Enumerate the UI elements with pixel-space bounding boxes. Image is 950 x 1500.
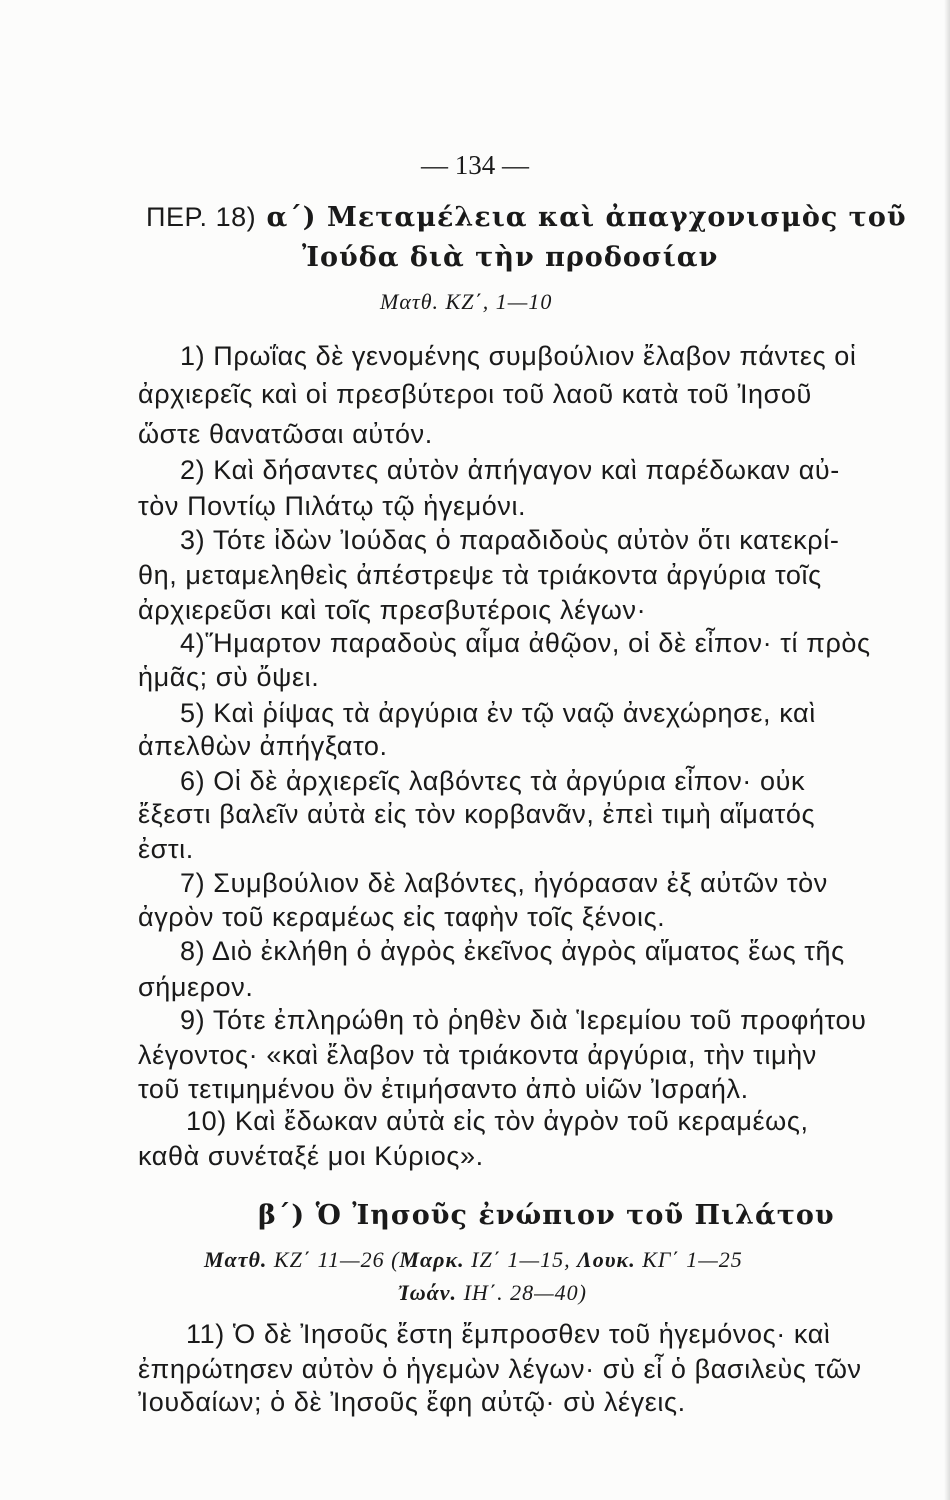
section-a-title: α΄) Μεταμέλεια καὶ ἀπαγχονισμὸς τοῦ [266,202,907,233]
text-line: 2) Καὶ δήσαντες αὐτὸν ἀπήγαγον καὶ παρέδωκαν αὐ- [180,455,840,485]
text-line: 3) Τότε ἰδὼν Ἰούδας ὁ παραδιδοὺς αὐτὸν ὅτι κατεκρί- [180,525,840,555]
text-line: 11) Ὁ δὲ Ἰησοῦς ἔστη ἔμπροσθεν τοῦ ἡγεμόνος· καὶ [186,1319,831,1349]
ref-text: ΙΗ΄. 28—40) [457,1280,587,1305]
text-line: ἀπελθὼν ἀπήγξατο. [138,731,388,761]
text-line: τοῦ τετιμημένου ὃν ἐτιμήσαντο ἀπὸ υἱῶν Ἰσραήλ. [138,1074,749,1104]
text-line: 6) Οἱ δὲ ἀρχιερεῖς λαβόντες τὰ ἀργύρια εἶπον· οὐκ [180,766,806,796]
text-line: Ἰουδαίων; ὁ δὲ Ἰησοῦς ἔφη αὐτῷ· σὺ λέγεις. [138,1387,686,1417]
section-b-reference-line2 [398,1280,587,1306]
ref-text: ΚΖ΄ 11—26 ( [273,1247,400,1272]
section-a-title-line1 [146,202,907,233]
text-line: 7) Συμβούλιον δὲ λαβόντες, ἠγόρασαν ἐξ αὐτῶν τὸν [180,868,828,898]
page-number: — 134 — [421,150,529,180]
text-line: 1) Πρωΐας δὲ γενομένης συμβούλιον ἔλαβον πάντες οἱ [180,341,857,371]
page-edge-shadow [944,0,950,1500]
ref-book-matthew: Ματθ. [204,1247,274,1272]
text-line: ἀγρὸν τοῦ κεραμέως εἰς ταφὴν τοῖς ξένοις. [138,902,666,932]
section-a-title-line2: Ἰούδα διὰ τὴν προδοσίαν [302,242,719,273]
text-line: λέγοντος· «καὶ ἔλαβον τὰ τριάκοντα ἀργύρια, τὴν τιμὴν [138,1040,817,1070]
text-line: 4)Ἥμαρτον παραδοὺς αἷμα ἀθῷον, οἱ δὲ εἶπον· τί πρὸς [180,628,871,658]
text-line: θη, μεταμεληθεὶς ἀπέστρεψε τὰ τριάκοντα ἀργύρια τοῖς [138,560,822,590]
text-line: ἀρχιερεῦσι καὶ τοῖς πρεσβυτέροις λέγων· [138,595,647,625]
ref-book-mark: Μαρκ. [399,1247,465,1272]
text-line: 5) Καὶ ῥίψας τὰ ἀργύρια ἐν τῷ ναῷ ἀνεχώρησε, καὶ [180,698,816,728]
text-line: 10) Καὶ ἔδωκαν αὐτὰ εἰς τὸν ἀγρὸν τοῦ κεραμέως, [186,1106,809,1136]
ref-book-john: Ἰωάν. [398,1280,458,1305]
text-line: ἐστι. [138,834,194,864]
text-line: τὸν Ποντίῳ Πιλάτῳ τῷ ἡγεμόνι. [138,491,527,521]
text-line: καθὰ συνέταξέ μοι Κύριος». [138,1141,484,1171]
text-line: ἐπηρώτησεν αὐτὸν ὁ ἡγεμὼν λέγων· σὺ εἶ ὁ βασιλεὺς τῶν [138,1354,862,1384]
ref-text: ΙΖ΄ 1—15, [464,1247,578,1272]
text-line: σήμερον. [138,972,254,1002]
text-line: ἡμᾶς; σὺ ὄψει. [138,662,320,692]
text-line: ἀρχιερεῖς καὶ οἱ πρεσβύτεροι τοῦ λαοῦ κατὰ τοῦ Ἰησοῦ [138,379,812,409]
section-a-reference: Ματθ. ΚΖ΄, 1—10 [380,289,553,314]
section-b-reference-line1 [204,1247,743,1273]
chapter-label: ΠΕΡ. 18) [146,202,257,232]
section-b-title: β΄) Ὁ Ἰησοῦς ἐνώπιον τοῦ Πιλάτου [258,1200,835,1231]
text-line: ὥστε θανατῶσαι αὐτόν. [138,419,433,449]
text-line: 8) Διὸ ἐκλήθη ὁ ἀγρὸς ἐκεῖνος ἀγρὸς αἵματος ἕως τῆς [180,936,845,966]
text-line: ἔξεστι βαλεῖν αὐτὰ εἰς τὸν κορβανᾶν, ἐπεὶ τιμὴ αἵματός [138,799,816,829]
ref-text: ΚΓ΄ 1—25 [635,1247,743,1272]
ref-book-luke: Λουκ. [577,1247,636,1272]
text-line: 9) Τότε ἐπληρώθη τὸ ῥηθὲν διὰ Ἱερεμίου τοῦ προφήτου [180,1005,867,1035]
